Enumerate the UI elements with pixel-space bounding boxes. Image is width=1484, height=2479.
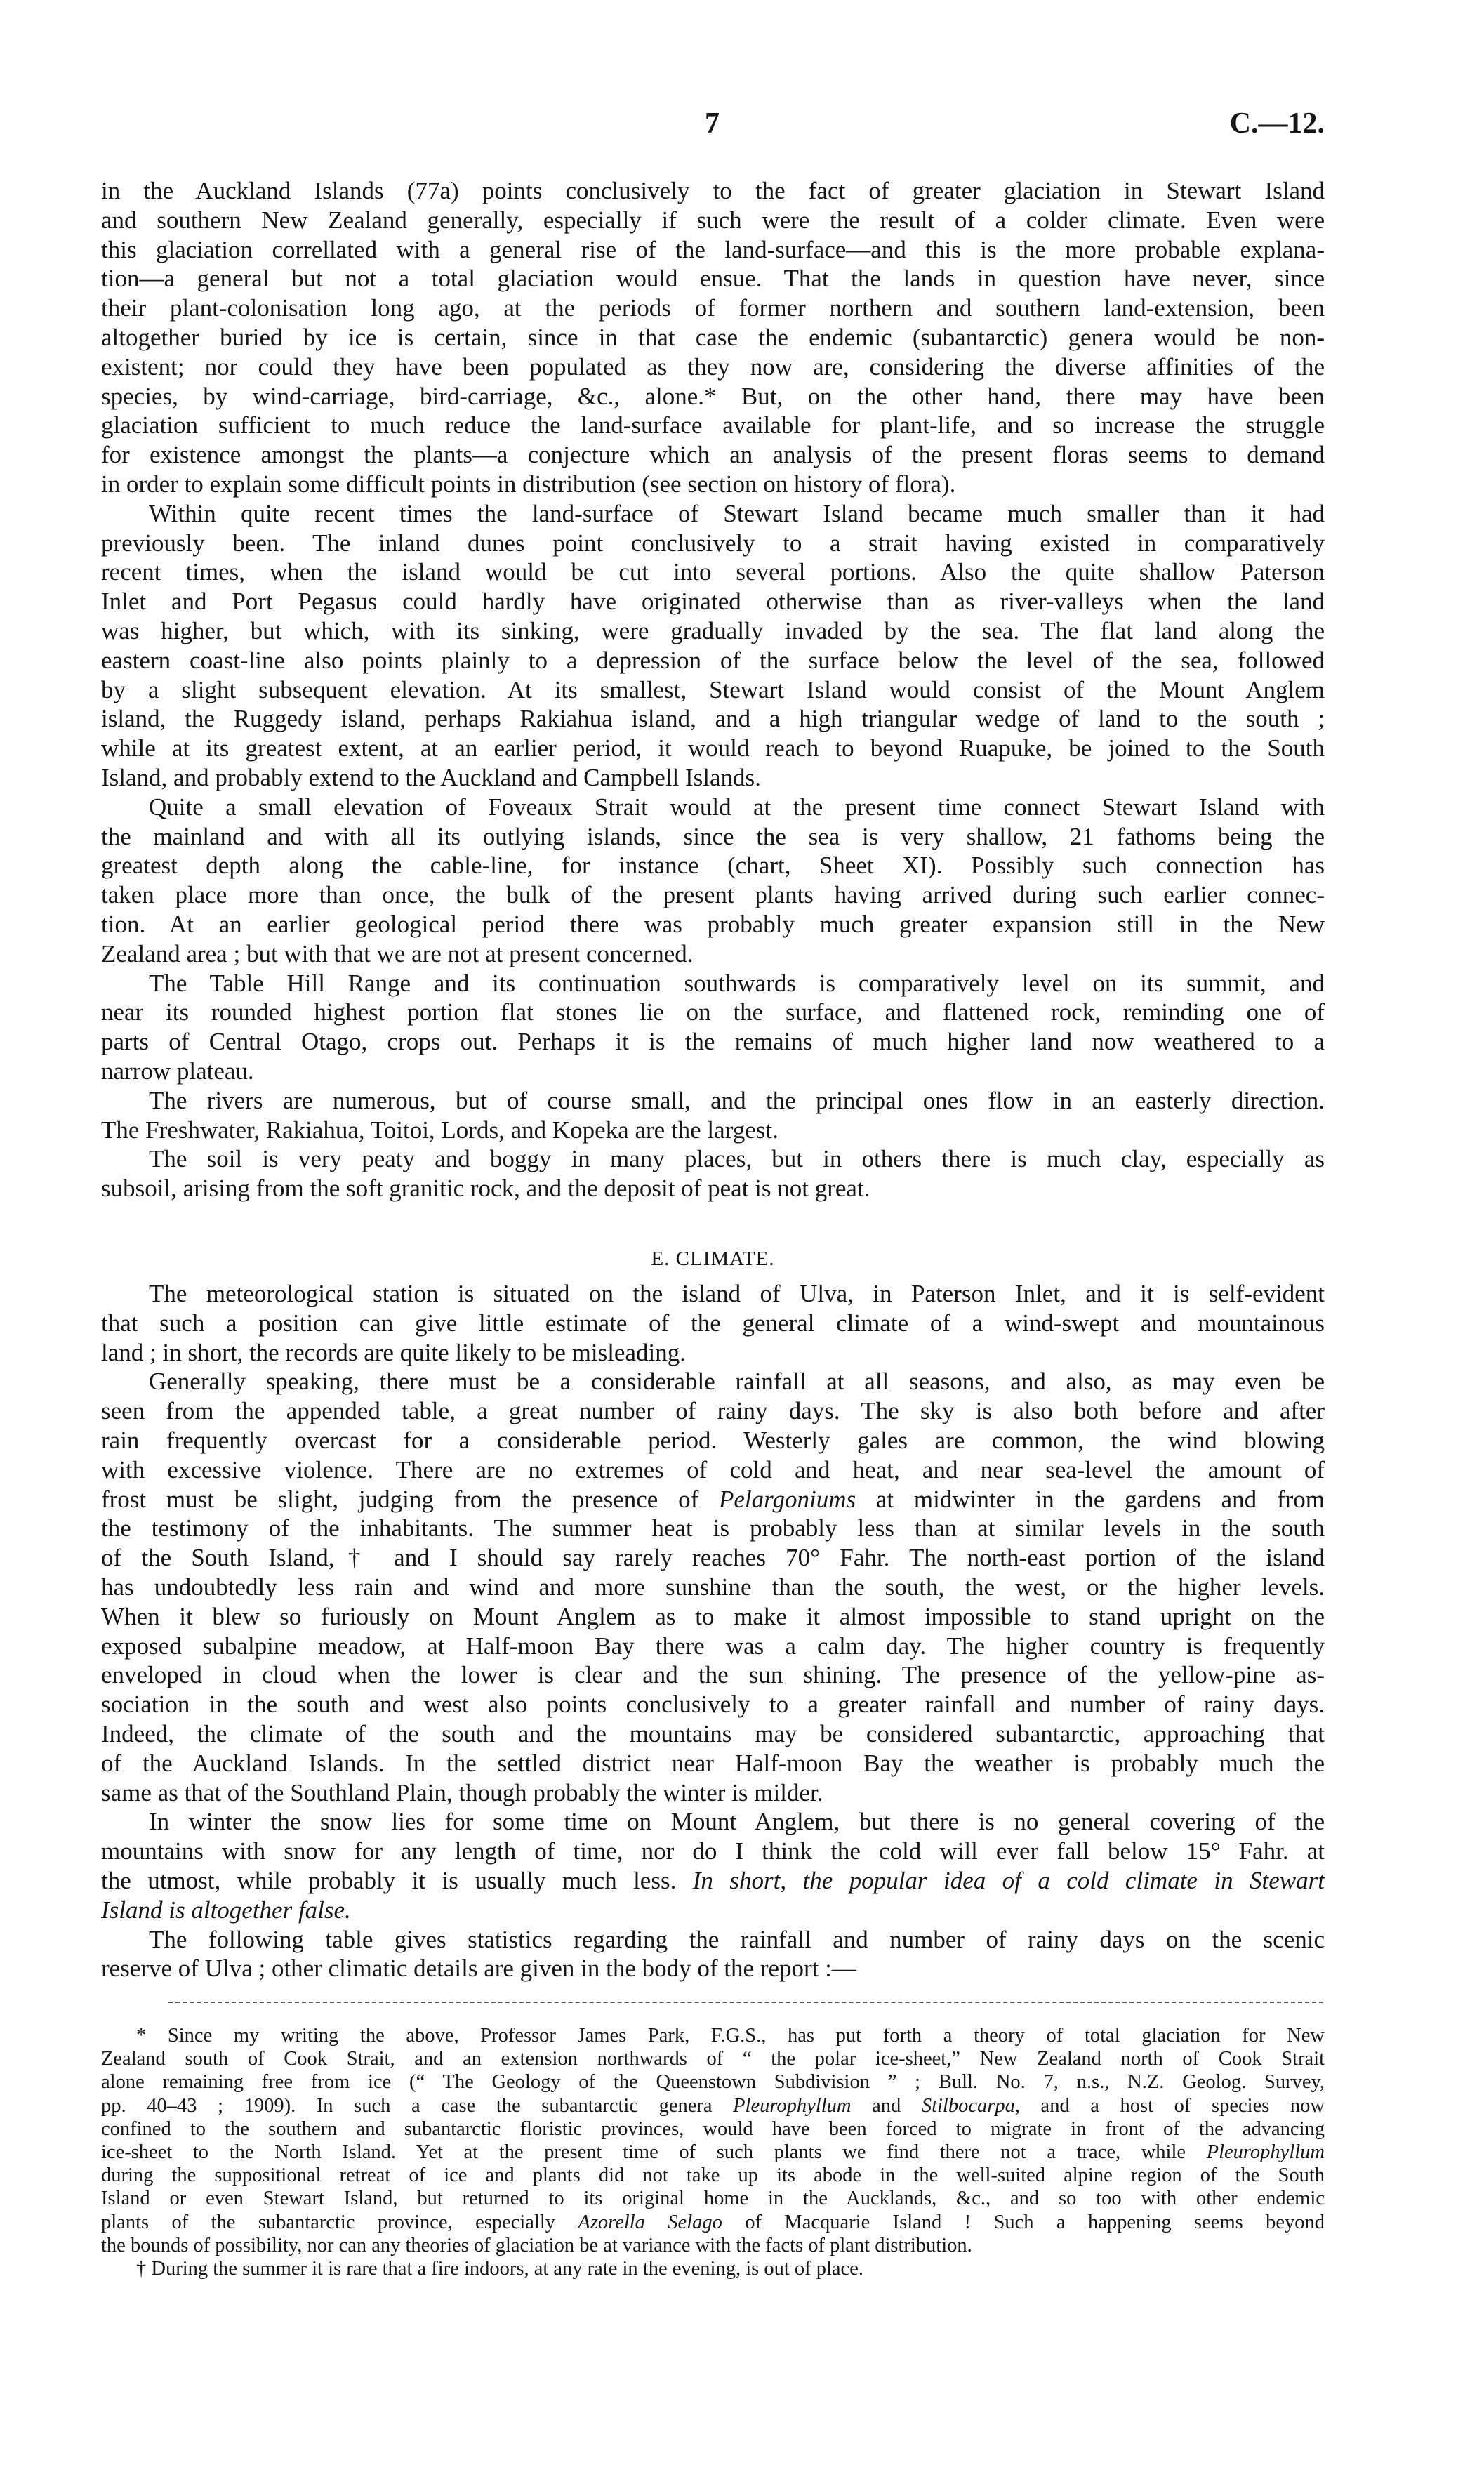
text-line: Zealand south of Cook Strait, and an extension northwards of “ the polar ice-sheet,” New Zealand north of Cook Strait xyxy=(101,2048,1325,2070)
text-line: frost must be slight, judging from the presence of Pelargoniums at midwinter in the gardens and from xyxy=(101,1485,1325,1513)
body-section-climate xyxy=(101,1279,1325,1983)
text-line: island, the Ruggedy island, perhaps Rakiahua island, and a high triangular wedge of land to the south ; xyxy=(101,705,1325,733)
footnote xyxy=(101,2024,1325,2257)
text-line: The Freshwater, Rakiahua, Toitoi, Lords, and Kopeka are the largest. xyxy=(101,1116,779,1144)
text-line: was higher, but which, with its sinking, were gradually invaded by the sea. The flat land along the xyxy=(101,616,1325,644)
text-line: the bounds of possibility, nor can any theories of glaciation be at variance with the facts of plant distribution. xyxy=(101,2234,972,2256)
text-line: plants of the subantarctic province, especially Azorella Selago of Macquarie Island ! Such a happening seems beyond xyxy=(101,2211,1325,2233)
text-line: seen from the appended table, a great number of rainy days. The sky is also both before and after xyxy=(101,1397,1325,1425)
document-reference: C.—12. xyxy=(1229,107,1325,140)
text-line: pp. 40–43 ; 1909). In such a case the subantarctic genera Pleurophyllum and Stilbocarpa, and a host of species now xyxy=(101,2094,1325,2117)
text-line: that such a position can give little estimate of the general climate of a wind-swept and mountainous xyxy=(101,1309,1325,1337)
text-line: in the Auckland Islands (77a) points conclusively to the fact of greater glaciation in Stewart Island xyxy=(101,177,1325,204)
text-line: of the South Island,† and I should say rarely reaches 70° Fahr. The north-east portion of the island xyxy=(101,1544,1325,1572)
text-line: mountains with snow for any length of time, nor do I think the cold will ever fall below 15° Fahr. at xyxy=(101,1837,1325,1865)
text-line: ice-sheet to the North Island. Yet at the present time of such plants we find there not a trace, while Pleurophyllum xyxy=(101,2141,1325,2163)
paragraph xyxy=(101,793,1325,969)
text-line: The Table Hill Range and its continuation southwards is comparatively level on its summit, and xyxy=(149,969,1325,997)
paragraph xyxy=(101,969,1325,1086)
text-line: The meteorological station is situated on the island of Ulva, in Paterson Inlet, and it is self-evident xyxy=(149,1280,1325,1307)
italic-text: Pleurophyllum xyxy=(1206,2141,1325,2163)
text-line: Island or even Stewart Island, but returned to its original home in the Aucklands, &c., and so too with other endemic xyxy=(101,2188,1325,2210)
text-line: glaciation sufficient to much reduce the land-surface available for plant-life, and so increase the struggle xyxy=(101,411,1325,439)
text-line: recent times, when the island would be cut into several portions. Also the quite shallow Paterson xyxy=(101,558,1325,586)
text-line: Indeed, the climate of the south and the mountains may be considered subantarctic, approaching that xyxy=(101,1719,1325,1747)
text-line: same as that of the Southland Plain, though probably the winter is milder. xyxy=(101,1778,823,1806)
text-line: tion. At an earlier geological period there was probably much greater expansion still in the New xyxy=(101,910,1325,938)
text-line: sociation in the south and west also points conclusively to a greater rainfall and number of rainy days. xyxy=(101,1691,1325,1719)
text-line: by a slight subsequent elevation. At its smallest, Stewart Island would consist of the Mount Anglem xyxy=(101,675,1325,703)
text-line: † During the summer it is rare that a fire indoors, at any rate in the evening, is out of place. xyxy=(136,2257,863,2280)
paragraph xyxy=(101,499,1325,793)
text-line: their plant-colonisation long ago, at the periods of former northern and southern land-extension, been xyxy=(101,294,1325,322)
text-line: has undoubtedly less rain and wind and more sunshine than the south, the west, or the higher levels. xyxy=(101,1573,1325,1601)
paragraph xyxy=(101,1086,1325,1145)
paragraph xyxy=(101,1144,1325,1203)
text-line: for existence amongst the plants—a conjecture which an analysis of the present floras seems to demand xyxy=(101,441,1325,469)
text-line: Inlet and Port Pegasus could hardly have originated otherwise than as river-valleys when the land xyxy=(101,588,1325,616)
text-line: eastern coast-line also points plainly to a depression of the surface below the level of the sea, followed xyxy=(101,646,1325,674)
italic-text: Stilbocarpa xyxy=(921,2094,1015,2117)
text-line: In winter the snow lies for some time on Mount Anglem, but there is no general covering of the xyxy=(149,1808,1325,1836)
text-line: Island, and probably extend to the Auckland and Campbell Islands. xyxy=(101,763,761,791)
text-line: land ; in short, the records are quite likely to be misleading. xyxy=(101,1338,686,1366)
footnote-separator xyxy=(168,2002,1323,2003)
text-line: The following table gives statistics regarding the rainfall and number of rainy days on the scenic xyxy=(149,1925,1325,1953)
paragraph xyxy=(101,1807,1325,1924)
paragraph xyxy=(101,176,1325,499)
text-line: species, by wind-carriage, bird-carriage, &c., alone.* But, on the other hand, there may have been xyxy=(101,382,1325,410)
italic-text: Pelargoniums xyxy=(719,1485,856,1513)
body-section-geology xyxy=(101,176,1325,1203)
footnote xyxy=(101,2257,1325,2280)
text-line: rain frequently overcast for a considerable period. Westerly gales are common, the wind blowing xyxy=(101,1426,1325,1454)
text-line: When it blew so furiously on Mount Anglem as to make it almost impossible to stand upright on the xyxy=(101,1602,1325,1630)
text-line: tion—a general but not a total glaciation would ensue. That the lands in question have never, since xyxy=(101,265,1325,293)
italic-text: Island is altogether false. xyxy=(101,1896,351,1924)
text-line: of the Auckland Islands. In the settled district near Half-moon Bay the weather is probably much the xyxy=(101,1749,1325,1777)
text-line: parts of Central Otago, crops out. Perhaps it is the remains of much higher land now weathered to a xyxy=(101,1028,1325,1056)
italic-text: Pleurophyllum xyxy=(733,2094,852,2117)
page-number: 7 xyxy=(705,107,720,140)
text-line: and southern New Zealand generally, especially if such were the result of a colder climate. Even were xyxy=(101,206,1325,234)
text-line: previously been. The inland dunes point conclusively to a strait having existed in comparatively xyxy=(101,529,1325,557)
text-line: near its rounded highest portion flat stones lie on the surface, and flattened rock, reminding one of xyxy=(101,998,1325,1026)
paragraph xyxy=(101,1367,1325,1807)
text-line: enveloped in cloud when the lower is clear and the sun shining. The presence of the yellow-pine as- xyxy=(101,1661,1325,1689)
text-line: subsoil, arising from the soft granitic rock, and the deposit of peat is not great. xyxy=(101,1175,870,1203)
text-line: Generally speaking, there must be a considerable rainfall at all seasons, and also, as may even be xyxy=(149,1368,1325,1396)
italic-text: In short, the popular idea of a cold climate in Stewart xyxy=(692,1866,1325,1894)
text-line: the testimony of the inhabitants. The summer heat is probably less than at similar levels in the south xyxy=(101,1514,1325,1542)
text-line: greatest depth along the cable-line, for instance (chart, Sheet XI). Possibly such connection has xyxy=(101,852,1325,880)
text-line: with excessive violence. There are no extremes of cold and heat, and near sea-level the amount of xyxy=(101,1455,1325,1483)
text-line: while at its greatest extent, at an earlier period, it would reach to beyond Ruapuke, be joined to the South xyxy=(101,734,1325,762)
text-line: the mainland and with all its outlying islands, since the sea is very shallow, 21 fathoms being the xyxy=(101,822,1325,850)
text-line xyxy=(101,1896,1325,1925)
text-line: Zealand area ; but with that we are not at present concerned. xyxy=(101,939,694,967)
text-line: the utmost, while probably it is usually much less. In short, the popular idea of a cold climate in Stewart xyxy=(101,1866,1325,1894)
text-line: taken place more than once, the bulk of the present plants having arrived during such earlier connec- xyxy=(101,881,1325,909)
text-line: this glaciation correllated with a general rise of the land-surface—and this is the more probable explana- xyxy=(101,235,1325,263)
text-line: exposed subalpine meadow, at Half-moon Bay there was a calm day. The higher country is frequently xyxy=(101,1632,1325,1660)
text-line: altogether buried by ice is certain, since in that case the endemic (subantarctic) genera would be non- xyxy=(101,323,1325,351)
footnotes xyxy=(101,2024,1325,2280)
text-line: during the suppositional retreat of ice and plants did not take up its abode in the well-suited alpine region of the South xyxy=(101,2164,1325,2187)
text-line: in order to explain some difficult points in distribution (see section on history of flora). xyxy=(101,470,956,498)
text-line: * Since my writing the above, Professor James Park, F.G.S., has put forth a theory of total glaciation for New xyxy=(136,2025,1325,2047)
text-line: Within quite recent times the land-surface of Stewart Island became much smaller than it had xyxy=(149,499,1325,527)
text-line: existent; nor could they have been populated as they now are, considering the diverse affinities of the xyxy=(101,352,1325,381)
text-line: narrow plateau. xyxy=(101,1057,254,1085)
text-line: The rivers are numerous, but of course small, and the principal ones flow in an easterly direction. xyxy=(149,1086,1325,1114)
text-line: alone remaining free from ice (“ The Geology of the Queenstown Subdivision ” ; Bull. No. 7, n.s., N.Z. Geolog. Survey, xyxy=(101,2071,1325,2094)
section-heading-climate: E. CLIMATE. xyxy=(651,1248,775,1270)
text-line: reserve of Ulva ; other climatic details are given in the body of the report :— xyxy=(101,1955,856,1983)
text-line: confined to the southern and subantarctic floristic provinces, would have been forced to migrate in front of the advancing xyxy=(101,2117,1325,2140)
text-line: The soil is very peaty and boggy in many places, but in others there is much clay, especially as xyxy=(149,1145,1325,1173)
text-line: Quite a small elevation of Foveaux Strait would at the present time connect Stewart Island with xyxy=(149,793,1325,821)
paragraph xyxy=(101,1925,1325,1984)
italic-text: Azorella Selago xyxy=(578,2211,722,2233)
paragraph xyxy=(101,1279,1325,1367)
